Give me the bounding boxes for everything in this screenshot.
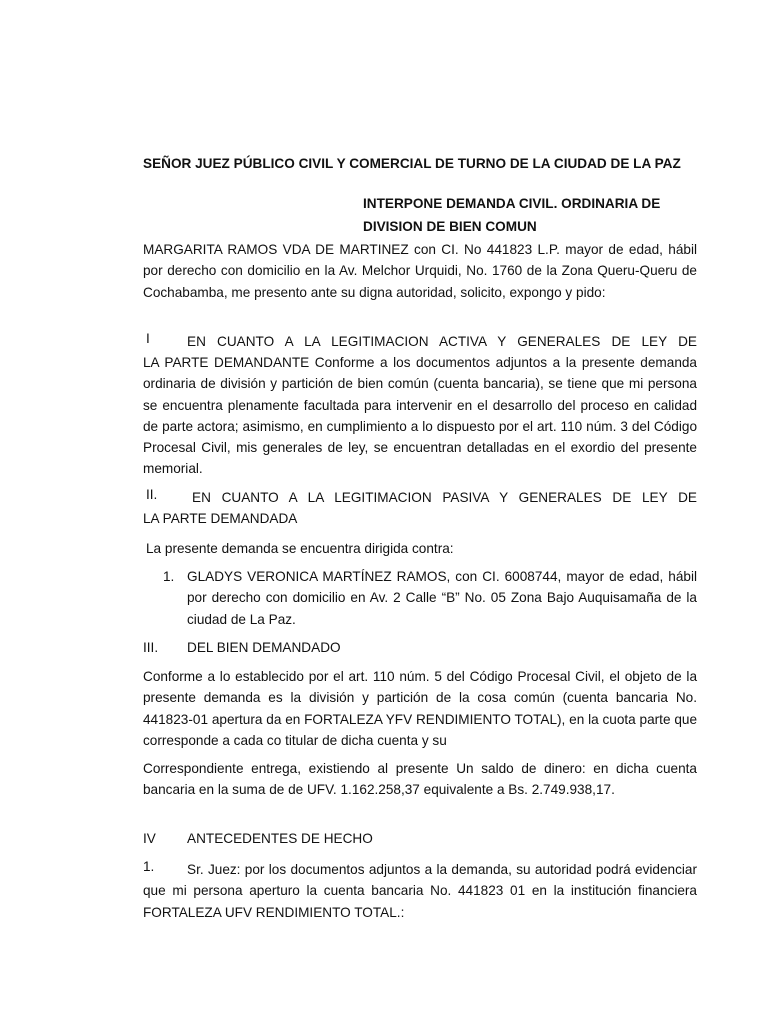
section-i-title: EN CUANTO A LA LEGITIMACION ACTIVA Y GENERALES DE LEY DE [187, 334, 697, 349]
section-i-body: LA PARTE DEMANDANTE Conforme a los documentos adjuntos a la presente demanda ordinaria de división y partición de bien común (cuenta bancaria), se tiene que mi persona se encuentra plenamente facultada para intervenir en el desarrollo del proceso en calidad de parte actora; asimismo, en cumplimiento a lo dispuesto por el art. 110 núm. 3 del Código Procesal Civil, mis generales de ley, se encuentran detalladas en el exordio del presente memorial. [143, 355, 697, 477]
section-ii-title: EN CUANTO A LA LEGITIMACION PASIVA Y GENERALES DE LEY DE [192, 490, 697, 505]
section-iv-item-text: Sr. Juez: por los documentos adjuntos a la demanda, su autoridad podrá evidenciar que mi persona aperturo la cuenta bancaria No. 441823 01 en la institución financiera FORTALEZA UFV RENDIMIENTO TOTAL.: [143, 862, 697, 920]
section-iii-title: DEL BIEN DEMANDADO [187, 640, 341, 655]
intro-paragraph: MARGARITA RAMOS VDA DE MARTINEZ con CI. No 441823 L.P. mayor de edad, hábil por derecho con domicilio en la Av. Melchor Urquidi, No. 1760 de la Zona Queru-Queru de Cochabamba, me presento ante su digna autoridad, solicito, expongo y pido: [143, 242, 697, 300]
section-ii-number: II. [146, 487, 158, 502]
defendant-item-text: GLADYS VERONICA MARTÍNEZ RAMOS, con CI. 6008744, mayor de edad, hábil por derecho con domicilio en Av. 2 Calle “B” No. 05 Zona Bajo Auquisamaña de la ciudad de La Paz. [187, 569, 697, 627]
section-iv-title: ANTECEDENTES DE HECHO [187, 831, 373, 846]
section-i-number: I [146, 331, 150, 346]
section-ii-title-cont: LA PARTE DEMANDADA [143, 511, 298, 526]
defendant-item-number: 1. [163, 569, 175, 584]
filing-title-line1: INTERPONE DEMANDA CIVIL. ORDINARIA DE [363, 196, 661, 211]
section-ii-intro: La presente demanda se encuentra dirigida contra: [146, 541, 454, 556]
section-iii-number: III. [143, 640, 159, 655]
section-iii-paragraph-2: Correspondiente entrega, existiendo al presente Un saldo de dinero: en dicha cuenta bancaria en la suma de de UFV. 1.162.258,37 equivalente a Bs. 2.749.938,17. [143, 761, 697, 798]
section-iv-number: IV [143, 831, 156, 846]
section-iv-item-number: 1. [143, 859, 155, 874]
section-iii-paragraph-1: Conforme a lo establecido por el art. 110 núm. 5 del Código Procesal Civil, el objeto de la presente demanda es la división y partición de la cosa común (cuenta bancaria No. 441823-01 apertura da en FORTALEZA YFV RENDIMIENTO TOTAL), en la cuota parte que corresponde a cada co titular de dicha cuenta y su [143, 669, 697, 748]
filing-title-line2: DIVISION DE BIEN COMUN [363, 219, 537, 234]
court-heading: SEÑOR JUEZ PÚBLICO CIVIL Y COMERCIAL DE TURNO DE LA CIUDAD DE LA PAZ [143, 156, 681, 171]
